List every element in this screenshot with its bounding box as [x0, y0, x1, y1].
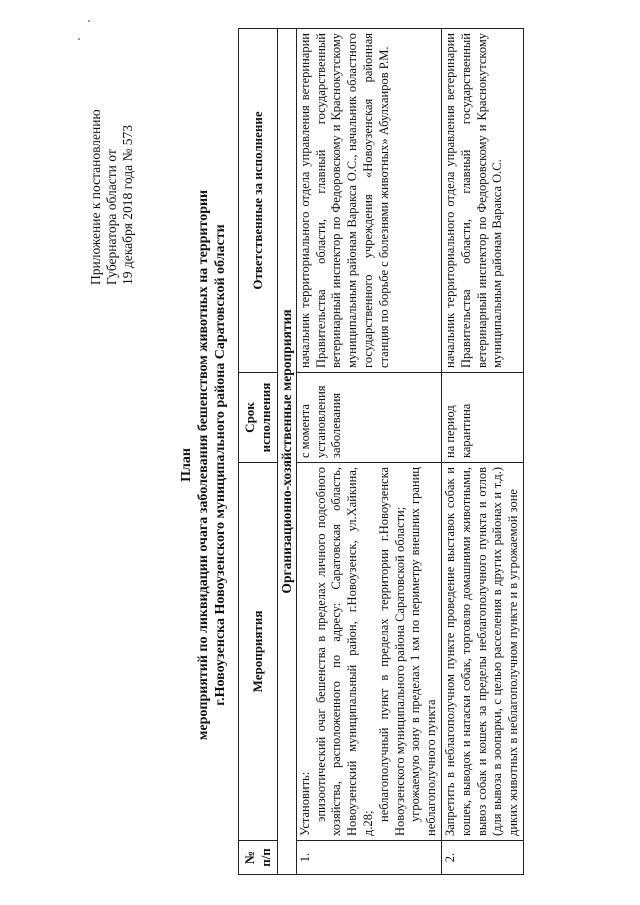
approval-line-3: 19 декабря 2018 года № 573 — [120, 125, 135, 285]
event-paragraph: неблагополучный пункт в пределах территории г.Новоузенска Новоузенского муниципального района Саратовской области; — [376, 467, 407, 836]
title-line-2: г.Новоузенска Новоузенского муниципального района Саратовской области — [213, 224, 228, 706]
approval-line-2: Губернатора области от — [104, 149, 119, 285]
table-row — [296, 29, 441, 875]
header-event: Мероприятия — [239, 463, 278, 841]
title-word: План — [179, 448, 194, 482]
table-header-row — [239, 29, 278, 875]
scan-speck — [78, 38, 80, 40]
section-row — [278, 29, 297, 875]
event-paragraph: Запретить в неблагополучном пункте проведение выставок собак и кошек, выводок и натаски собак, торговлю домашними животными, вывоз собак и кошек за пределы неблагополучного пункта и отлов (для вывоза в зоопарки, с целью расселения в других районах и т.д.) диких животных в неблагополучном пункте и в угрожаемой зоне — [442, 467, 521, 836]
scan-speck — [88, 20, 90, 22]
header-num: № п/п — [239, 841, 278, 875]
row-responsible: начальник территориального отдела управления ветеринарии Правительства области, главный государственный ветеринарный инспектор по Федоровскому и Краснокутскому муниципальным районам Варакса О.С., начальник областного государственного учреждения «Новоузенская районная станция по борьбе с болезнями животных» Абулхаиров Р.М. — [296, 29, 441, 373]
row-event — [441, 463, 523, 841]
title-line-1: мероприятий по ликвидации очага заболевания бешенством животных на территории — [196, 189, 211, 741]
plan-table — [238, 28, 524, 875]
row-event — [296, 463, 441, 841]
row-responsible: начальник территориального отдела управления ветеринарии Правительства области, главный государственный ветеринарный инспектор по Федоровскому и Краснокутскому муниципальным районам Варакса О.С. — [441, 29, 523, 373]
approval-line-1: Приложение к постановлению — [88, 109, 103, 285]
approval-stamp — [88, 15, 136, 285]
table-row — [441, 29, 523, 875]
document-title — [178, 65, 229, 865]
section-title: Организационно-хозяйственные мероприятия — [278, 29, 297, 875]
row-term: с момента установления заболевания — [296, 373, 441, 463]
row-number: 2. — [441, 841, 523, 875]
header-term: Срок исполнения — [239, 373, 278, 463]
event-paragraph: угрожаемую зону в пределах 1 км по периметру внешних границ неблагополучного пункта — [408, 467, 439, 836]
row-term: на период карантина — [441, 373, 523, 463]
event-paragraph: Установить: — [297, 771, 312, 836]
row-number: 1. — [296, 841, 441, 875]
event-paragraph: эпизоотический очаг бешенства в пределах личного подсобного хозяйства, расположенного по адресу: Саратовская область, Новоузенский муниципальный район, г.Новоузенск, ул.Хайкина, д.28; — [313, 467, 375, 836]
header-responsible: Ответственные за исполнение — [239, 29, 278, 373]
